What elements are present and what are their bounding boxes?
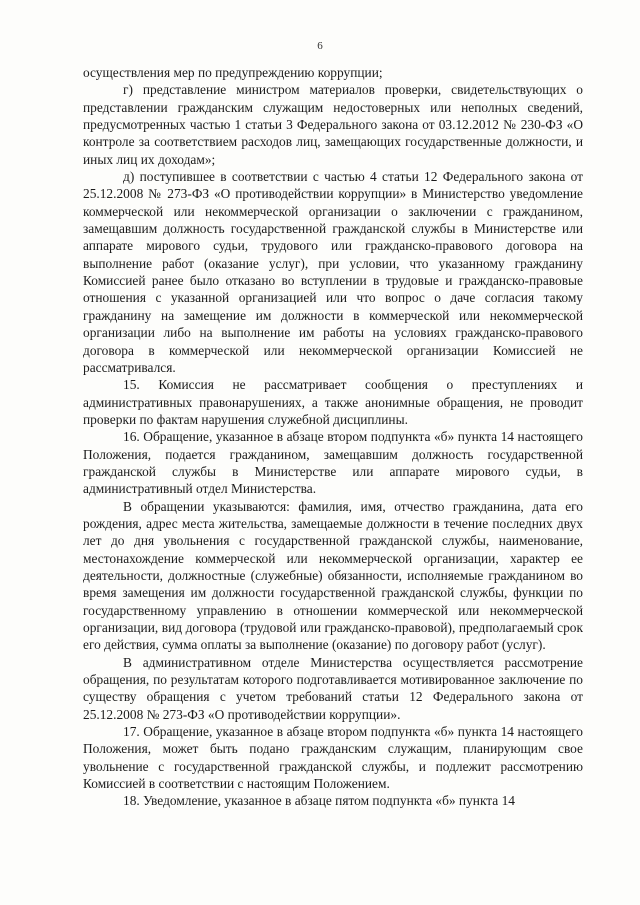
- paragraph-appeal-contents: В обращении указываются: фамилия, имя, отчество гражданина, дата его рождения, адрес места жительства, замещаемые должности в течение последних двух лет до дня увольнения с государственной гражданской службы, наименование, местонахождение коммерческой или некоммерческой организации, характер ее деятельности, должностные (служебные) обязанности, исполняемые гражданином во время замещения им должности государственной гражданской службы, функции по государственному управлению в отношении коммерческой или некоммерческой организации, вид договора (трудовой или гражданско-правовой), предполагаемый срок его действия, сумма оплаты за выполнение (оказание) по договору работ (услуг).: [83, 498, 583, 653]
- paragraph-clause-16: 16. Обращение, указанное в абзаце втором подпункта «б» пункта 14 настоящего Положения, подается гражданином, замещавшим должность государственной гражданской службы в Министерстве или аппарате мирового судьи, в административный отдел Министерства.: [83, 429, 583, 497]
- paragraph-admin-review: В административном отделе Министерства осуществляется рассмотрение обращения, по результатам которого подготавливается мотивированное заключение по существу обращения с учетом требований статьи 12 Федерального закона от 25.12.2008 № 273-ФЗ «О противодействии коррупции».: [83, 654, 583, 722]
- body-text: [83, 64, 583, 810]
- paragraph-clause-15: 15. Комиссия не рассматривает сообщения о преступлениях и административных правонарушениях, а также анонимные обращения, не проводит проверки по фактам нарушения служебной дисциплины.: [83, 377, 583, 427]
- paragraph-clause-18: 18. Уведомление, указанное в абзаце пятом подпункта «б» пункта 14: [123, 793, 515, 809]
- page-number: 6: [317, 40, 323, 52]
- paragraph-item-g: г) представление министром материалов проверки, свидетельствующих о представлении гражданским служащим недостоверных или неполных сведений, предусмотренных частью 1 статьи 3 Федерального закона от 03.12.2012 № 230-ФЗ «О контроле за соответствием расходов лиц, замещающих государственные должности, и иных лиц их доходам»;: [83, 82, 583, 167]
- paragraph-item-d: д) поступившее в соответствии с частью 4 статьи 12 Федерального закона от 25.12.2008 № 273-ФЗ «О противодействии коррупции» в Министерство уведомление коммерческой или некоммерческой организации о заключении с гражданином, замещавшим должность государственной гражданской службы в Министерстве или аппарате мирового судьи, трудового или гражданско-правового договора на выполнение работ (оказание услуг), при условии, что указанному гражданину Комиссией ранее было отказано во вступлении в трудовые и гражданско-правовые отношения с указанной организацией или что вопрос о даче согласия такому гражданину на замещение им должности в коммерческой или некоммерческой организации либо на выполнение им работы на условиях гражданско-правового договора в коммерческой или некоммерческой организации Комиссией не рассматривался.: [83, 169, 583, 375]
- paragraph-clause-17: 17. Обращение, указанное в абзаце втором подпункта «б» пункта 14 настоящего Положения, может быть подано гражданским служащим, планирующим свое увольнение с государственной гражданской службы, и подлежит рассмотрению Комиссией в соответствии с настоящим Положением.: [83, 724, 583, 792]
- paragraph-continuation: осуществления мер по предупреждению коррупции;: [83, 65, 383, 80]
